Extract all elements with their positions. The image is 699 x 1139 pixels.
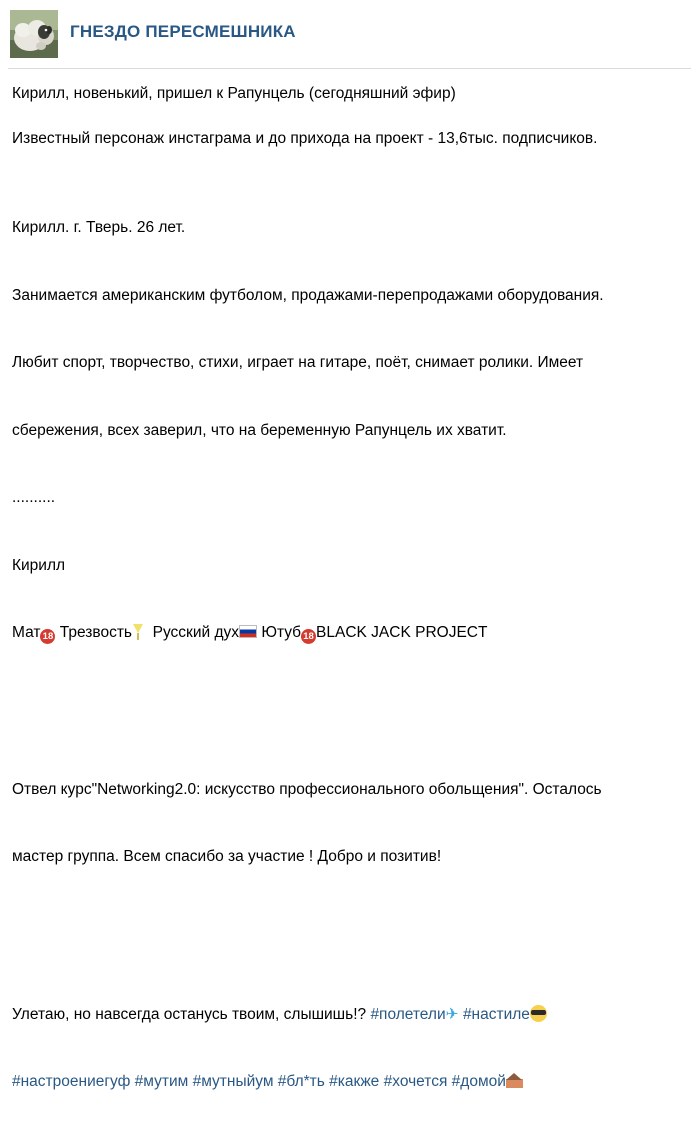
hashtag-mutim[interactable]: #мутим xyxy=(134,1073,189,1090)
paragraph-3-line-3: Любит спорт, творчество, стихи, играет на гитаре, поёт, снимает ролики. Имеет xyxy=(12,354,584,371)
russian-flag-icon xyxy=(239,625,257,638)
paragraph-3-line-4: сбережения, всех заверил, что на беременную Рапунцель их хватит. xyxy=(12,421,507,439)
paragraph-5 xyxy=(12,958,687,1139)
tag-mat: Мат xyxy=(12,624,41,641)
airplane-icon: ✈ xyxy=(445,1004,459,1023)
age-18-icon: 18 xyxy=(40,629,55,644)
tags-line xyxy=(12,622,687,645)
paragraph-3-line-1: Кирилл. г. Тверь. 26 лет. xyxy=(12,219,186,236)
hashtag-bl[interactable]: #бл*ть xyxy=(277,1073,325,1090)
spacer-4 xyxy=(12,936,687,958)
paragraph-5-line-2 xyxy=(12,1071,687,1094)
paragraph-4-line-2: мастер группа. Всем спасибо за участие ! Добро и позитив! xyxy=(12,848,442,865)
hashtag-hochetsya[interactable]: #хочется xyxy=(383,1073,448,1090)
tag-trezvost: Трезвость xyxy=(59,624,132,641)
sunglasses-face-icon xyxy=(530,1005,547,1022)
paragraph-3 xyxy=(12,172,687,690)
farewell-text: Улетаю, но навсегда останусь твоим, слышишь!? xyxy=(12,1005,371,1023)
tag-russian-spirit: Русский дух xyxy=(152,624,239,641)
hashtag-kakzhe[interactable]: #какже xyxy=(329,1073,380,1090)
sheep-avatar-icon xyxy=(10,10,58,58)
tag-project: BLACK JACK PROJECT xyxy=(316,624,488,641)
spacer-3 xyxy=(12,914,687,936)
hashtag-mutniyum[interactable]: #мутныйум xyxy=(192,1073,274,1090)
paragraph-2: Известный персонаж инстаграма и до прихода на проект - 13,6тыс. подписчиков. xyxy=(12,129,598,147)
avatar[interactable] xyxy=(10,10,58,58)
age-18-icon-2: 18 xyxy=(301,629,316,644)
paragraph-4 xyxy=(12,734,687,914)
hashtag-domoy[interactable]: #домой xyxy=(451,1073,506,1090)
spacer-2 xyxy=(12,712,687,734)
paragraph-1: Кирилл, новенький, пришел к Рапунцель (сегодняшний эфир) xyxy=(12,85,456,102)
paragraph-3-line-6: Кирилл xyxy=(12,556,66,574)
champagne-glass-icon xyxy=(132,624,144,640)
header-divider xyxy=(8,68,691,69)
paragraph-5-line-1 xyxy=(12,1003,687,1027)
channel-title[interactable]: ГНЕЗДО ПЕРЕСМЕШНИКА xyxy=(70,22,296,41)
house-icon xyxy=(506,1073,523,1088)
hashtag-nastile[interactable]: #настиле xyxy=(462,1005,530,1023)
paragraph-3-line-5: .......... xyxy=(12,489,56,506)
hashtag-nastroeniegoof[interactable]: #настроениегуф xyxy=(12,1073,131,1090)
post-body xyxy=(8,83,691,1139)
hashtag-poleteli[interactable]: #полетели xyxy=(370,1005,446,1023)
tag-youtube: Ютуб xyxy=(261,624,302,641)
paragraph-3-line-2: Занимается американским футболом, продажами-перепродажами оборудования. xyxy=(12,286,604,304)
paragraph-4-line-1: Отвел курс"Networking2.0: искусство профессионального обольщения". Осталось xyxy=(12,780,602,798)
spacer-1 xyxy=(12,690,687,712)
post-header xyxy=(8,8,691,68)
